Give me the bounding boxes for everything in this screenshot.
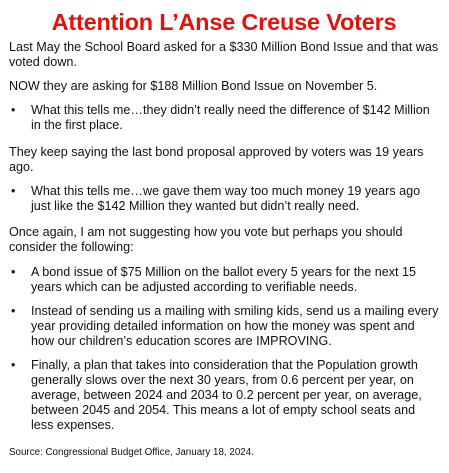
bullet-item-75-million: [9, 265, 439, 295]
source-citation: Source: Congressional Budget Office, January 18, 2024.: [9, 447, 254, 458]
paragraph-now-bond: NOW they are asking for $188 Million Bond Issue on November 5.: [9, 79, 378, 93]
paragraph-last-bond-19-years: They keep saying the last bond proposal approved by voters was 19 years ago.: [9, 145, 424, 174]
paragraph-last-may-bond: Last May the School Board asked for a $330 Million Bond Issue and that was voted down.: [9, 40, 439, 69]
bullet-item-mailing: [9, 304, 439, 349]
bullet-text: Finally, a plan that takes into consideration that the Population growth generally slows over the next 30 years, from 0.6 percent per year, on average, between 2024 and 2034 to 0.2 percent per year, on average, between 2045 and 2054. This means a lot of empty school seats and less expenses.: [31, 358, 422, 432]
flyer-title: Attention L’Anse Creuse Voters: [51, 9, 397, 35]
bullet-icon: •: [11, 184, 16, 198]
bullet-text: What this tells me…we gave them way too much money 19 years ago just like the $142 Million they wanted but didn’t really need.: [31, 184, 421, 213]
bullet-icon: •: [11, 103, 16, 117]
bullet-item-too-much-money: [9, 184, 439, 214]
paragraph-consider-following: Once again, I am not suggesting how you vote but perhaps you should consider the following:: [9, 225, 403, 254]
bullet-text: Instead of sending us a mailing with smiling kids, send us a mailing every year providing detailed information on how the money was spent and how our children’s education scores are IMPROVING.: [31, 304, 439, 348]
bullet-icon: •: [11, 304, 16, 318]
bullet-icon: •: [11, 265, 16, 279]
bullet-item-difference: [9, 103, 439, 133]
bullet-icon: •: [11, 358, 16, 372]
bullet-item-population-growth: [9, 358, 439, 433]
bullet-text: A bond issue of $75 Million on the ballot every 5 years for the next 15 years which can be adjusted according to verifiable needs.: [31, 265, 417, 294]
bullet-text: What this tells me…they didn’t really need the difference of $142 Million in the first place.: [31, 103, 430, 132]
